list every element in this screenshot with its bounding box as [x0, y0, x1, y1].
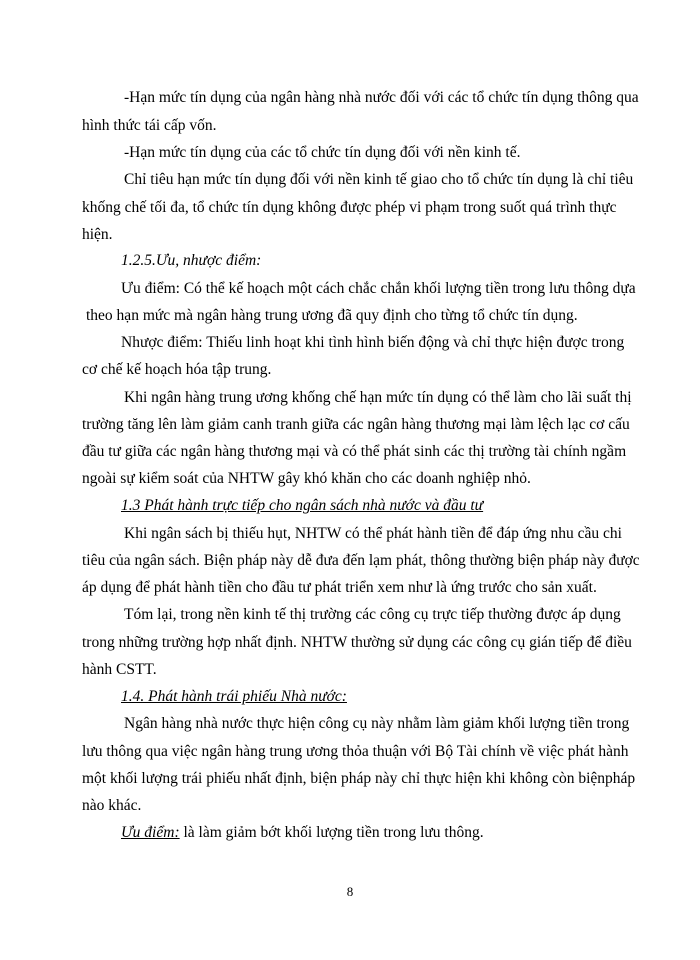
body-line: hiện.	[82, 226, 113, 243]
body-line: hành CSTT.	[82, 661, 157, 678]
section-heading-1-3: 1.3 Phát hành trực tiếp cho ngân sách nhà nước và đầu tư	[121, 497, 484, 514]
body-line: Nhược điểm: Thiếu linh hoạt khi tình hình biến động và chỉ thực hiện được trong	[121, 334, 625, 351]
body-line: Tóm lại, trong nền kinh tế thị trường các công cụ trực tiếp thường được áp dụng	[124, 606, 621, 623]
body-line: cơ chế kế hoạch hóa tập trung.	[82, 361, 272, 378]
body-line: áp dụng để phát hành tiền cho đầu tư phát triển xem như là ứng trước cho sản xuất.	[82, 579, 597, 596]
advantage-text: là làm giảm bớt khối lượng tiền trong lưu thông.	[179, 824, 484, 841]
body-line: trường tăng lên làm giảm canh tranh giữa các ngân hàng thương mại làm lệch lạc cơ cấu	[82, 416, 630, 433]
body-line: đầu tư giữa các ngân hàng thương mại và có thể phát sinh các thị trường tài chính ngầm	[82, 443, 627, 460]
body-line: một khối lượng trái phiếu nhất định, biện pháp này chỉ thực hiện khi không còn biệnpháp	[82, 770, 636, 787]
page-number: 8	[346, 884, 354, 899]
advantage-line	[121, 823, 484, 843]
advantage-label: Ưu điểm:	[121, 824, 180, 841]
body-line: tiêu của ngân sách. Biện pháp này dễ đưa đến lạm phát, thông thường biện pháp này được	[82, 552, 640, 569]
body-line: nào khác.	[82, 797, 142, 814]
body-line: trong những trường hợp nhất định. NHTW thường sử dụng các công cụ gián tiếp để điều	[82, 634, 632, 651]
body-line: hình thức tái cấp vốn.	[82, 117, 217, 134]
body-line: Khi ngân hàng trung ương khống chế hạn mức tín dụng có thể làm cho lãi suất thị	[124, 389, 632, 406]
body-line: Khi ngân sách bị thiếu hụt, NHTW có thể phát hành tiền để đáp ứng nhu cầu chi	[124, 525, 622, 542]
section-heading-1-4: 1.4. Phát hành trái phiếu Nhà nước:	[121, 688, 347, 705]
body-line: Ưu điểm: Có thể kế hoạch một cách chắc chắn khối lượng tiền trong lưu thông dựa	[121, 280, 636, 297]
body-line: Ngân hàng nhà nước thực hiện công cụ này nhằm làm giảm khối lượng tiền trong	[124, 715, 630, 732]
body-line: theo hạn mức mà ngân hàng trung ương đã quy định cho từng tổ chức tín dụng.	[86, 307, 578, 324]
body-line: -Hạn mức tín dụng của ngân hàng nhà nước đối với các tổ chức tín dụng thông qua	[124, 89, 639, 106]
section-heading-1-2-5: 1.2.5.Ưu, nhược điểm:	[121, 252, 262, 269]
body-line: lưu thông qua việc ngân hàng trung ương thỏa thuận với Bộ Tài chính về việc phát hành	[82, 743, 629, 760]
body-line: khống chế tối đa, tổ chức tín dụng không được phép vi phạm trong suốt quá trình thực	[82, 199, 617, 216]
body-line: -Hạn mức tín dụng của các tổ chức tín dụng đối với nền kinh tế.	[124, 144, 521, 161]
body-line: ngoài sự kiểm soát của NHTW gây khó khăn cho các doanh nghiệp nhỏ.	[82, 470, 531, 487]
body-line: Chỉ tiêu hạn mức tín dụng đối với nền kinh tế giao cho tổ chức tín dụng là chỉ tiêu	[124, 171, 634, 188]
